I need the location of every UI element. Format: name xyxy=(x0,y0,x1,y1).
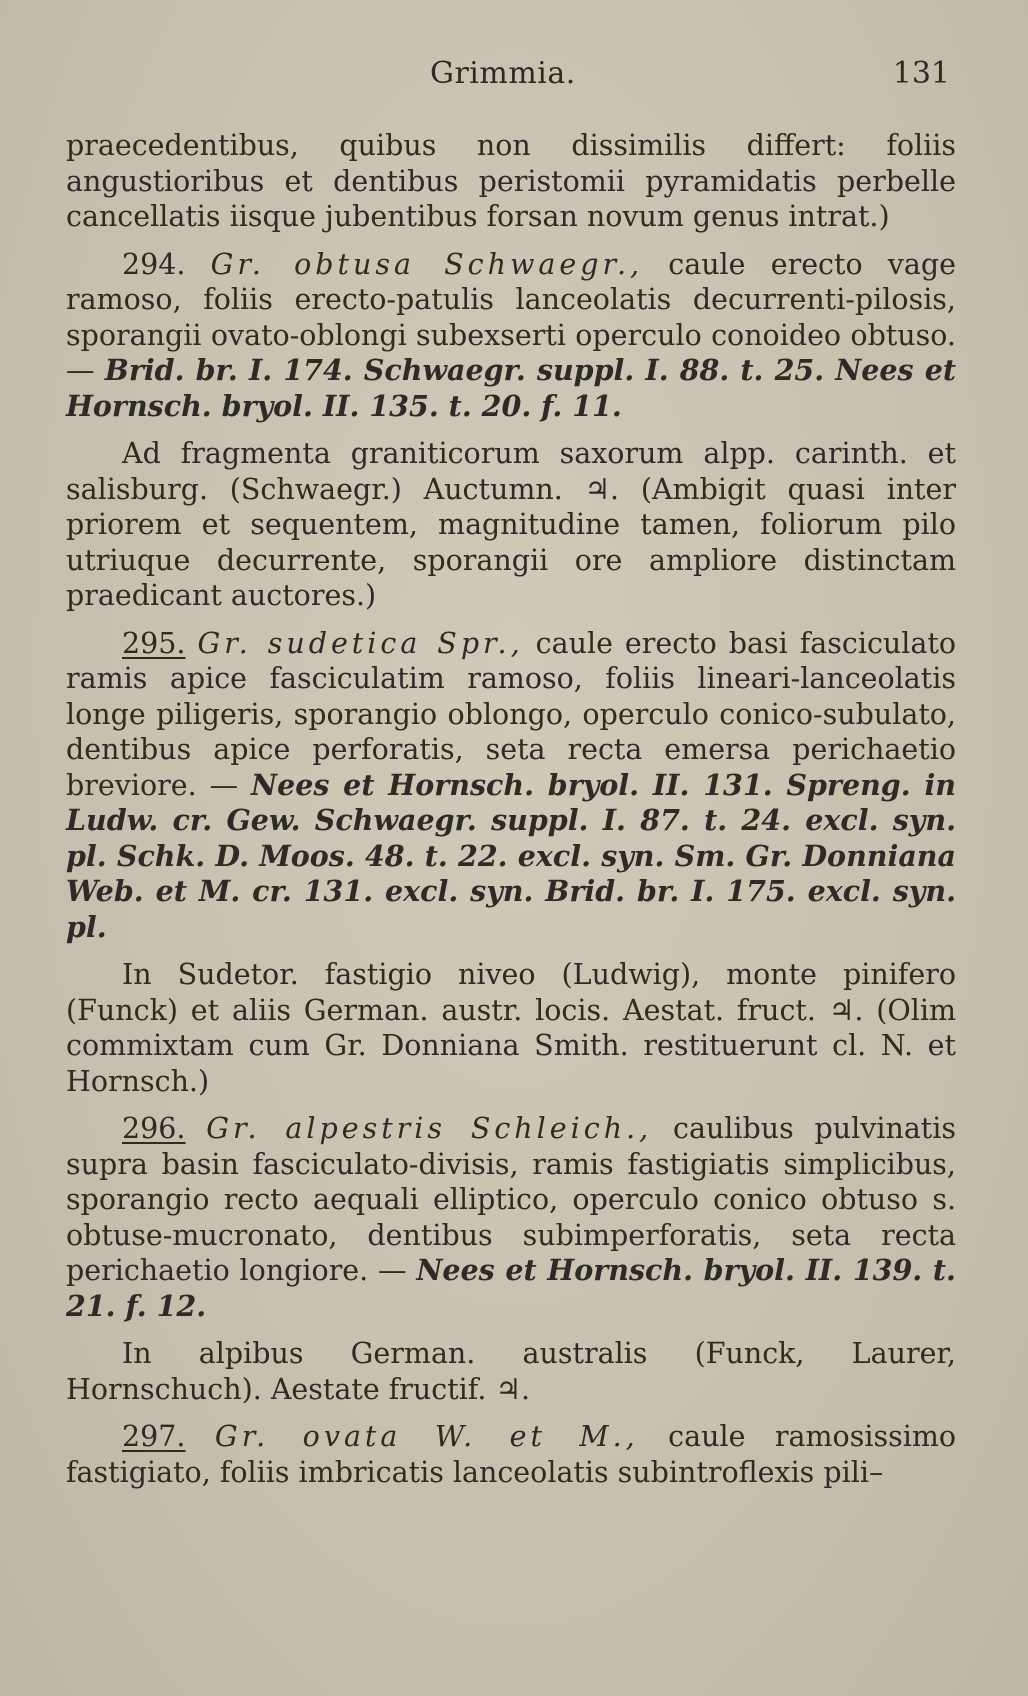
habitat-note-294: Ad fragmenta graniticorum saxorum alpp. carinth. et salisburg. (Schwaegr.) Auctumn. ♃. (Ambigit quasi inter priorem et sequentem, magnitudine tamen, foliorum pilo utriuque decurrente, sporangii ore ampliore distinctam praedicant auctores.) xyxy=(66,437,956,612)
entry-number: 295. xyxy=(122,626,186,660)
habitat-note-296: In alpibus German. australis (Funck, Laurer, Hornschuch). Aestate fructif. ♃. xyxy=(66,1337,956,1406)
species-entry-296 xyxy=(66,1111,956,1324)
page-header xyxy=(0,56,1028,96)
species-references: Nees et Hornsch. bryol. II. 139. t. 21. f. 12. xyxy=(66,1253,956,1323)
page-number: 131 xyxy=(892,56,950,91)
species-name: Gr. ovata W. et M., xyxy=(214,1420,639,1453)
species-entry-297 xyxy=(66,1419,956,1490)
species-description: caule erecto vage ramoso, foliis erecto-patulis lanceolatis decurrenti-pilosis, sporangii ovato-oblongi subexserti operculo conoideo obtuso. — xyxy=(66,247,957,387)
body-text xyxy=(66,128,956,1490)
species-entry-294 xyxy=(66,247,956,425)
species-name: Gr. sudetica Spr., xyxy=(197,626,524,660)
species-references: Nees et Hornsch. bryol. II. 131. Spreng. in Ludw. cr. Gew. Schwaegr. suppl. I. 87. t. 24. excl. syn. pl. Schk. D. Moos. 48. t. 22. excl. syn. Sm. Gr. Donniana Web. et M. cr. 131. excl. syn. Brid. br. I. 175. excl. syn. pl. xyxy=(66,767,956,944)
species-references: Brid. br. I. 174. Schwaegr. suppl. I. 88. t. 25. Nees et Hornsch. bryol. II. 135. t. 20. f. 11. xyxy=(66,353,956,423)
species-name: Gr. alpestris Schleich., xyxy=(206,1112,653,1145)
species-name: Gr. obtusa Schwaegr., xyxy=(210,247,644,281)
entry-number: 297. xyxy=(122,1420,186,1453)
species-description: caulibus pulvinatis supra basin fasciculato-divisis, ramis fastigiatis simplicibus, sporangio recto aequali elliptico, operculo conico obtuso s. obtuse-mucronato, dentibus subimperforatis, seta recta perichaetio longiore. — xyxy=(66,1112,957,1287)
running-title: Grimmia. xyxy=(430,56,576,91)
species-description: caule ramosissimo fastigiato, foliis imbricatis lanceolatis subintroflexis pili– xyxy=(66,1420,956,1489)
species-entry-295 xyxy=(66,626,956,946)
continued-paragraph: praecedentibus, quibus non dissimilis differt: foliis angustioribus et dentibus peristomii pyramidatis perbelle cancellatis iisque jubentibus forsan novum genus intrat.) xyxy=(66,129,956,233)
entry-number: 296. xyxy=(122,1112,186,1145)
habitat-note-295: In Sudetor. fastigio niveo (Ludwig), monte pinifero (Funck) et aliis German. austr. locis. Aestat. fruct. ♃. (Olim commixtam cum Gr. Donniana Smith. restituerunt cl. N. et Hornsch.) xyxy=(66,958,956,1098)
entry-number: 294. xyxy=(122,247,186,281)
species-description: caule erecto basi fasciculato ramis apice fasciculatim ramoso, foliis lineari-lanceolatis longe piligeris, sporangio oblongo, operculo conico-subulato, dentibus apice perforatis, seta recta emersa perichaetio breviore. — xyxy=(66,626,956,802)
